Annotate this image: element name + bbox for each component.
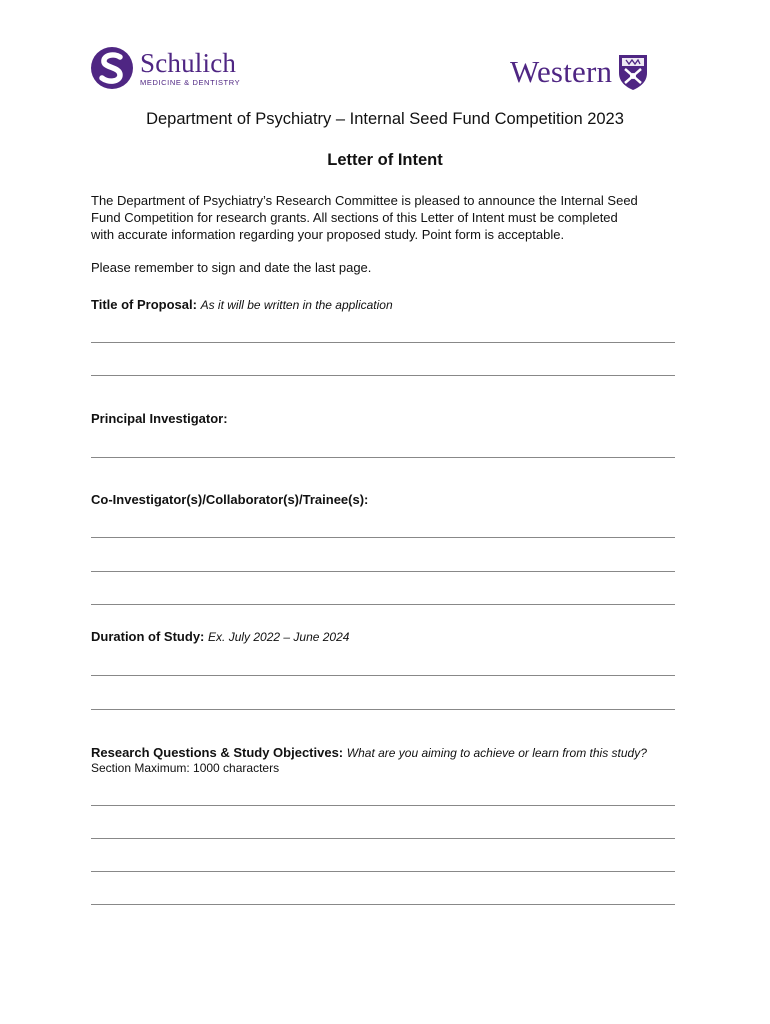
document-subtitle: Letter of Intent — [327, 151, 443, 169]
document-title: Department of Psychiatry – Internal Seed Fund Competition 2023 — [146, 110, 624, 128]
research-questions-field-line-1[interactable] — [91, 805, 675, 806]
duration-field-line-2[interactable] — [91, 709, 675, 710]
research-questions-hint: What are you aiming to achieve or learn from this study? — [346, 746, 647, 760]
schulich-s-icon — [90, 44, 134, 92]
intro-line-3: with accurate information regarding your proposed study. Point form is acceptable. — [91, 227, 565, 242]
schulich-subtitle: MEDICINE & DENTISTRY — [140, 77, 241, 87]
title-of-proposal-field-line-1[interactable] — [91, 342, 675, 343]
co-investigators-field-line-1[interactable] — [91, 537, 675, 538]
intro-line-2: Fund Competition for research grants. All sections of this Letter of Intent must be completed — [91, 210, 618, 225]
western-name: Western — [510, 54, 613, 89]
principal-investigator-label: Principal Investigator: — [91, 411, 228, 426]
title-of-proposal-label: Title of Proposal: — [91, 297, 197, 312]
intro-line-1: The Department of Psychiatry’s Research Committee is pleased to announce the Internal Seed — [91, 193, 638, 208]
research-questions-limit: Section Maximum: 1000 characters — [91, 761, 280, 775]
duration-label: Duration of Study: — [91, 629, 205, 644]
title-of-proposal-heading — [91, 296, 691, 314]
reminder-text: Please remember to sign and date the last page. — [91, 260, 372, 275]
title-of-proposal-hint: As it will be written in the application — [200, 298, 393, 312]
principal-investigator-field-line[interactable] — [91, 457, 675, 458]
title-of-proposal-field-line-2[interactable] — [91, 375, 675, 376]
intro-paragraph — [91, 192, 691, 243]
research-questions-field-line-4[interactable] — [91, 904, 675, 905]
duration-hint: Ex. July 2022 – June 2024 — [208, 630, 350, 644]
co-investigators-field-line-3[interactable] — [91, 604, 675, 605]
principal-investigator-heading — [91, 410, 691, 427]
co-investigators-label: Co-Investigator(s)/Collaborator(s)/Trainee(s): — [91, 492, 369, 507]
schulich-logo — [90, 44, 240, 92]
duration-heading — [91, 628, 691, 646]
co-investigators-heading — [91, 491, 691, 508]
research-questions-field-line-2[interactable] — [91, 838, 675, 839]
research-questions-field-line-3[interactable] — [91, 871, 675, 872]
schulich-name: Schulich — [140, 47, 237, 78]
research-questions-label: Research Questions & Study Objectives: — [91, 745, 344, 760]
western-crest-icon — [617, 53, 649, 91]
co-investigators-field-line-2[interactable] — [91, 571, 675, 572]
duration-field-line-1[interactable] — [91, 675, 675, 676]
western-logo — [510, 52, 649, 92]
